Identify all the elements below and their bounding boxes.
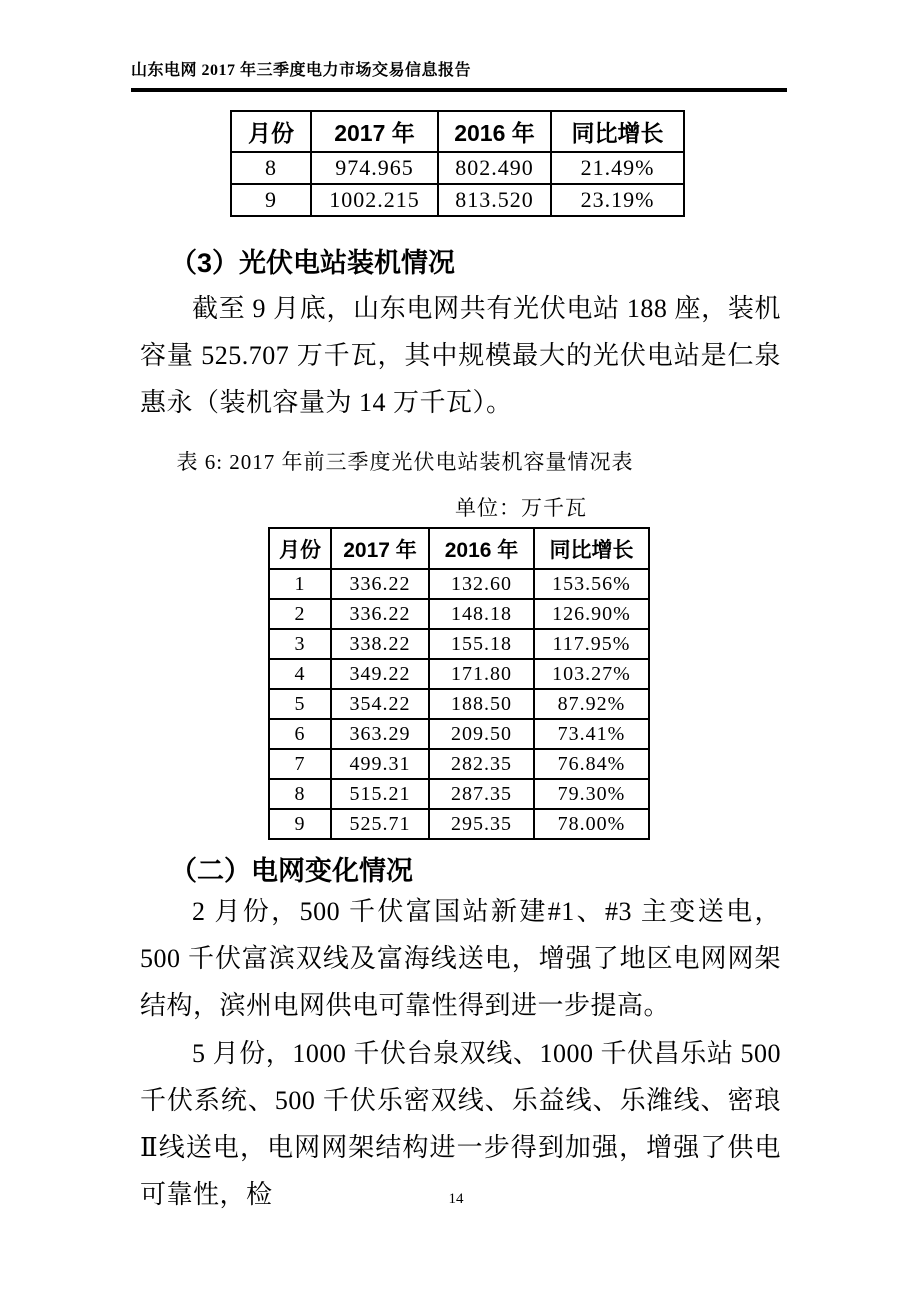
table-cell: 103.27% bbox=[534, 659, 649, 689]
table-header-row bbox=[231, 111, 684, 152]
table-row bbox=[269, 569, 649, 599]
col-header-yoy-growth: 同比增长 bbox=[534, 528, 649, 569]
col-header-2016: 2016 年 bbox=[429, 528, 534, 569]
table-cell: 8 bbox=[231, 152, 311, 184]
table-cell: 295.35 bbox=[429, 809, 534, 839]
table-row bbox=[269, 719, 649, 749]
section-heading-grid-changes: （二）电网变化情况 bbox=[170, 856, 413, 886]
table-cell: 336.22 bbox=[331, 569, 429, 599]
table-cell: 21.49% bbox=[551, 152, 684, 184]
table-cell: 78.00% bbox=[534, 809, 649, 839]
paragraph-grid-feb: 2 月份，500 千伏富国站新建#1、#3 主变送电，500 千伏富滨双线及富海线送电，增强了地区电网网架结构，滨州电网供电可靠性得到进一步提高。 bbox=[140, 897, 781, 1020]
table-row bbox=[231, 184, 684, 216]
table-cell: 2 bbox=[269, 599, 331, 629]
running-header bbox=[131, 57, 787, 92]
col-header-2017: 2017 年 bbox=[331, 528, 429, 569]
table-row bbox=[269, 629, 649, 659]
paragraph-pv-summary: 截至 9 月底，山东电网共有光伏电站 188 座，装机容量 525.707 万千瓦，其中规模最大的光伏电站是仁泉惠永（装机容量为 14 万千瓦）。 bbox=[140, 294, 781, 417]
table-row bbox=[231, 152, 684, 184]
table-cell: 8 bbox=[269, 779, 331, 809]
table-cell: 155.18 bbox=[429, 629, 534, 659]
col-header-2016: 2016 年 bbox=[438, 111, 551, 152]
table-cell: 363.29 bbox=[331, 719, 429, 749]
table-cell: 515.21 bbox=[331, 779, 429, 809]
col-header-2017: 2017 年 bbox=[311, 111, 438, 152]
table-cell: 6 bbox=[269, 719, 331, 749]
table-cell: 132.60 bbox=[429, 569, 534, 599]
table-cell: 171.80 bbox=[429, 659, 534, 689]
table-cell: 7 bbox=[269, 749, 331, 779]
table-cell: 9 bbox=[269, 809, 331, 839]
table-cell: 282.35 bbox=[429, 749, 534, 779]
table-cell: 148.18 bbox=[429, 599, 534, 629]
page-number: 14 bbox=[448, 1191, 464, 1207]
table-cell: 4 bbox=[269, 659, 331, 689]
table-cell: 1002.215 bbox=[311, 184, 438, 216]
table-cell: 336.22 bbox=[331, 599, 429, 629]
table-cell: 73.41% bbox=[534, 719, 649, 749]
table-cell: 525.71 bbox=[331, 809, 429, 839]
table-row bbox=[269, 749, 649, 779]
table-cell: 126.90% bbox=[534, 599, 649, 629]
table-cell: 117.95% bbox=[534, 629, 649, 659]
col-header-month: 月份 bbox=[231, 111, 311, 152]
table-cell: 338.22 bbox=[331, 629, 429, 659]
table-cell: 79.30% bbox=[534, 779, 649, 809]
table6-caption: 表 6: 2017 年前三季度光伏电站装机容量情况表 bbox=[176, 450, 634, 474]
table-cell: 23.19% bbox=[551, 184, 684, 216]
col-header-month: 月份 bbox=[269, 528, 331, 569]
running-header-title: 山东电网 2017 年三季度电力市场交易信息报告 bbox=[131, 62, 472, 79]
table-cell: 76.84% bbox=[534, 749, 649, 779]
table-cell: 188.50 bbox=[429, 689, 534, 719]
table-row bbox=[269, 779, 649, 809]
table-row bbox=[269, 809, 649, 839]
table-cell: 813.520 bbox=[438, 184, 551, 216]
section-heading-pv-installation: （3）光伏电站装机情况 bbox=[170, 248, 456, 278]
table-cell: 153.56% bbox=[534, 569, 649, 599]
table-cell: 87.92% bbox=[534, 689, 649, 719]
table-cell: 209.50 bbox=[429, 719, 534, 749]
table-row bbox=[269, 689, 649, 719]
table-cell: 9 bbox=[231, 184, 311, 216]
table6-unit-label: 单位：万千瓦 bbox=[455, 496, 587, 520]
table-pv-capacity bbox=[268, 527, 650, 840]
table-cell: 5 bbox=[269, 689, 331, 719]
table-monthly-trading bbox=[230, 110, 685, 217]
table-cell: 802.490 bbox=[438, 152, 551, 184]
table-cell: 499.31 bbox=[331, 749, 429, 779]
table-cell: 349.22 bbox=[331, 659, 429, 689]
table-cell: 974.965 bbox=[311, 152, 438, 184]
table-header-row bbox=[269, 528, 649, 569]
table-cell: 287.35 bbox=[429, 779, 534, 809]
table-cell: 354.22 bbox=[331, 689, 429, 719]
table-cell: 1 bbox=[269, 569, 331, 599]
paragraph-grid-may: 5 月份，1000 千伏台泉双线、1000 千伏昌乐站 500 千伏系统、500 千伏乐密双线、乐益线、乐潍线、密琅Ⅱ线送电，电网网架结构进一步得到加强，增强了供电可靠性，检 bbox=[140, 1039, 781, 1209]
table-row bbox=[269, 599, 649, 629]
table-cell: 3 bbox=[269, 629, 331, 659]
col-header-yoy-growth: 同比增长 bbox=[551, 111, 684, 152]
table-row bbox=[269, 659, 649, 689]
